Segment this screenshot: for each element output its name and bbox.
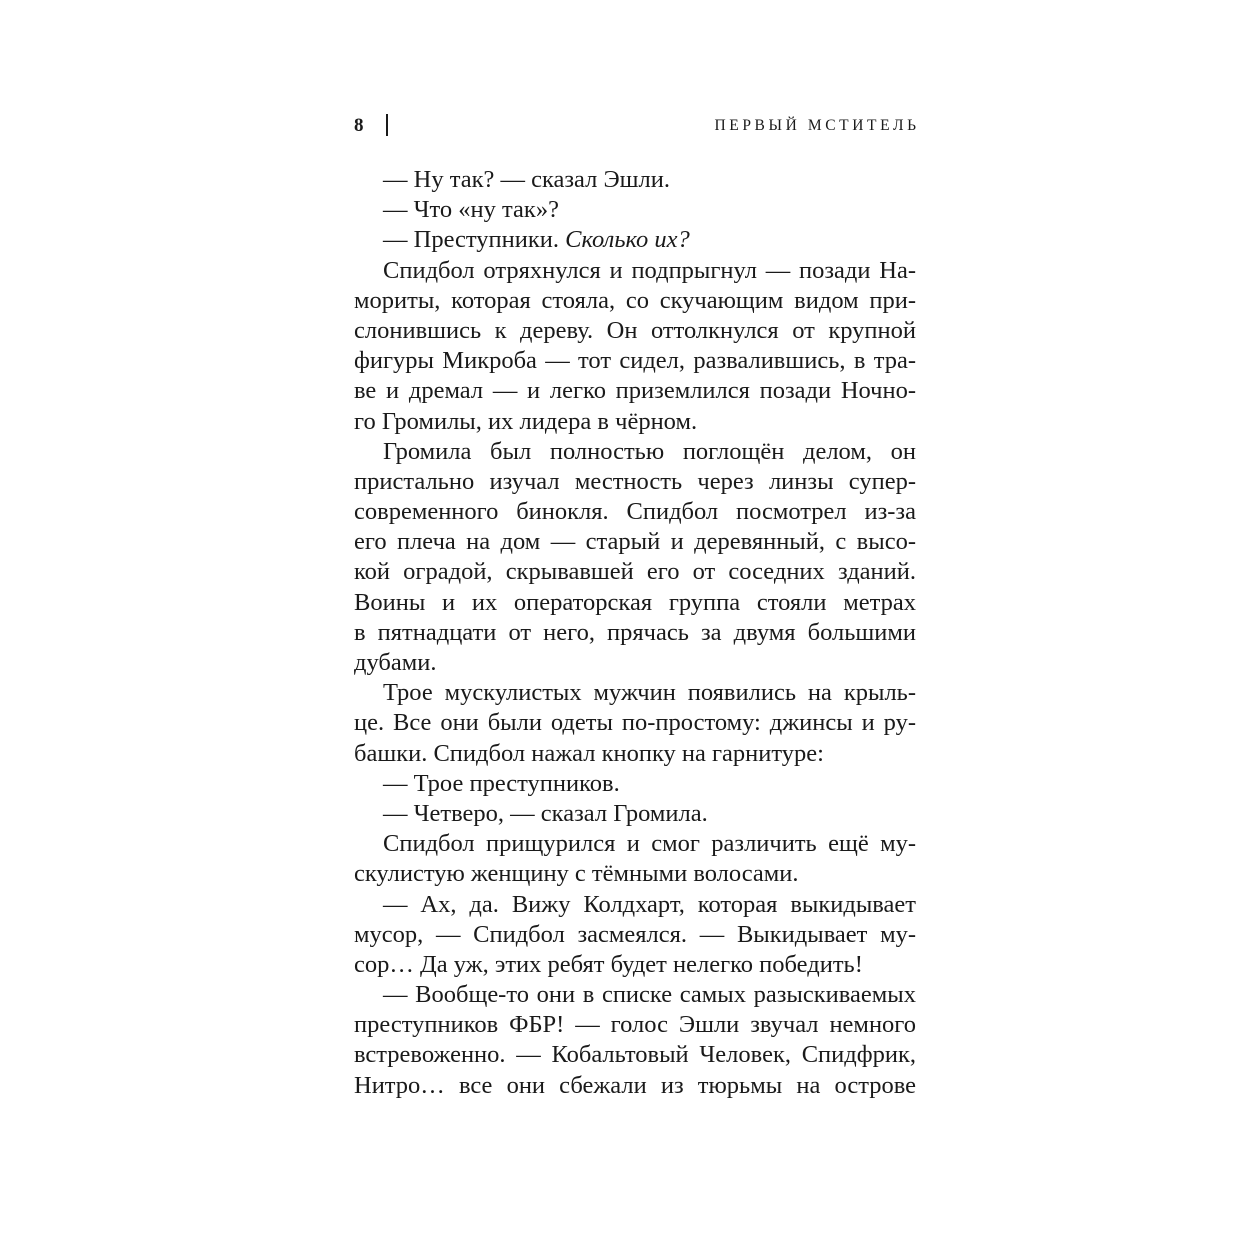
text-line bbox=[354, 256, 916, 286]
text-line-content: Воины и их операторская группа стояли метрах bbox=[354, 588, 916, 616]
text-line bbox=[354, 346, 916, 376]
text-line-content: слонившись к дереву. Он оттолкнулся от крупной bbox=[354, 316, 916, 344]
text-line bbox=[354, 678, 916, 708]
text-line bbox=[354, 557, 916, 587]
text-line-content: Спидбол отряхнулся и подпрыгнул — позади На- bbox=[383, 256, 916, 284]
text-line bbox=[354, 195, 916, 225]
text-line bbox=[354, 859, 916, 889]
text-line bbox=[354, 527, 916, 557]
text-line bbox=[354, 799, 916, 829]
text-line bbox=[354, 890, 916, 920]
text-line-content: — Ну так? — сказал Эшли. bbox=[383, 166, 671, 193]
text-line-content: Спидбол прищурился и смог различить ещё му- bbox=[383, 830, 916, 858]
text-line-content: Трое мускулистых мужчин появились на крыль- bbox=[383, 679, 916, 707]
text-line-content: — Ах, да. Вижу Колдхарт, которая выкидывает bbox=[383, 890, 916, 918]
text-line bbox=[354, 376, 916, 406]
text-line bbox=[354, 1071, 916, 1101]
text-line bbox=[354, 648, 916, 678]
text-line-content: — Трое преступников. bbox=[383, 769, 620, 797]
text-line-content: це. Все они были одеты по-простому: джинсы и ру- bbox=[354, 709, 916, 737]
text-line bbox=[354, 769, 916, 799]
text-line-content: в пятнадцати от него, прячась за двумя большими bbox=[354, 618, 916, 646]
text-line-content: сор… Да уж, этих ребят будет нелегко победить! bbox=[354, 950, 863, 978]
text-line bbox=[354, 588, 916, 618]
text-line bbox=[354, 437, 916, 467]
text-line-content: встревоженно. — Кобальтовый Человек, Спидфрик, bbox=[354, 1041, 916, 1069]
text-line-content: дубами. bbox=[354, 649, 437, 676]
text-line bbox=[354, 286, 916, 316]
text-line-content: фигуры Микроба — тот сидел, развалившись, в тра- bbox=[354, 347, 916, 375]
text-line-content: — Что «ну так»? bbox=[383, 196, 559, 224]
page-number: 8 bbox=[354, 115, 364, 136]
text-line-content: Нитро… все они сбежали из тюрьмы на острове bbox=[354, 1071, 916, 1099]
text-line bbox=[354, 467, 916, 497]
text-line bbox=[354, 829, 916, 859]
text-line bbox=[354, 980, 916, 1010]
text-line bbox=[354, 739, 916, 769]
text-line-content: ве и дремал — и легко приземлился позади Ночно- bbox=[354, 377, 916, 405]
text-line bbox=[354, 1010, 916, 1040]
text-line-content: преступников ФБР! — голос Эшли звучал немного bbox=[354, 1011, 916, 1039]
text-line bbox=[354, 950, 916, 980]
text-line bbox=[354, 920, 916, 950]
text-line bbox=[354, 225, 916, 255]
text-line-content: — Четверо, — сказал Громила. bbox=[383, 799, 708, 827]
running-title: ПЕРВЫЙ МСТИТЕЛЬ bbox=[714, 117, 920, 134]
text-line bbox=[354, 165, 916, 195]
text-line bbox=[354, 1040, 916, 1070]
header-divider bbox=[386, 114, 388, 136]
text-line bbox=[354, 708, 916, 738]
text-line-content: пристально изучал местность через линзы супер- bbox=[354, 467, 916, 495]
text-line-content: башки. Спидбол нажал кнопку на гарнитуре: bbox=[354, 739, 824, 767]
text-line bbox=[354, 618, 916, 648]
text-line bbox=[354, 407, 916, 437]
text-line-content: — Вообще-то они в списке самых разыскиваемых bbox=[383, 981, 916, 1009]
text-line bbox=[354, 316, 916, 346]
text-line-content: го Громилы, их лидера в чёрном. bbox=[354, 407, 698, 435]
text-line-content: современного бинокля. Спидбол посмотрел из-за bbox=[354, 498, 916, 526]
text-line bbox=[354, 497, 916, 527]
text-line-content: его плеча на дом — старый и деревянный, с высо- bbox=[354, 528, 916, 556]
text-line-content: Громила был полностью поглощён делом, он bbox=[383, 437, 916, 465]
text-line-content: скулистую женщину с тёмными волосами. bbox=[354, 860, 799, 888]
text-line-content: — Преступники. bbox=[383, 226, 566, 254]
body-text bbox=[354, 165, 916, 1101]
italic-text: Сколько их? bbox=[565, 226, 690, 254]
running-header bbox=[354, 112, 920, 142]
text-line-content: мориты, которая стояла, со скучающим видом при- bbox=[354, 286, 916, 314]
text-line-content: мусор, — Спидбол засмеялся. — Выкидывает му- bbox=[354, 920, 916, 948]
text-line-content: кой оградой, скрывавшей его от соседних зданий. bbox=[354, 558, 916, 586]
